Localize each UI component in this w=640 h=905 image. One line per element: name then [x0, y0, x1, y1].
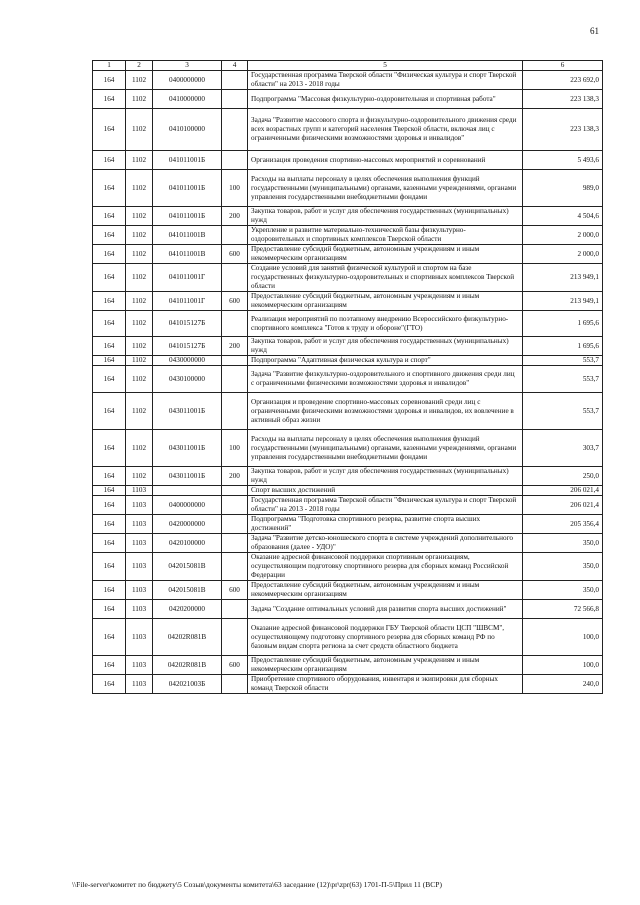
cell-c6: 206 021,4	[523, 496, 603, 515]
cell-c5: Организация и проведение спортивно-массовых соревнований среди лиц с ограниченными физическими возможностями здоровья и инвалидов, их вовлечение в активный образ жизни	[248, 393, 523, 430]
table-row	[93, 366, 603, 393]
cell-c6: 100,0	[523, 619, 603, 656]
cell-c2: 1102	[126, 292, 153, 311]
cell-c4	[222, 109, 248, 151]
cell-c1: 164	[93, 245, 126, 264]
header-col-1: 1	[93, 61, 126, 71]
table-body	[93, 71, 603, 694]
cell-c2: 1103	[126, 496, 153, 515]
cell-c1: 164	[93, 337, 126, 356]
cell-c3: 04202R081В	[153, 656, 222, 675]
cell-c3: 041015127Б	[153, 311, 222, 337]
cell-c5: Подпрограмма "Массовая физкультурно-оздоровительная и спортивная работа"	[248, 90, 523, 109]
cell-c3: 0420200000	[153, 600, 222, 619]
cell-c4	[222, 311, 248, 337]
cell-c1: 164	[93, 534, 126, 553]
cell-c2: 1102	[126, 311, 153, 337]
cell-c1: 164	[93, 292, 126, 311]
cell-c1: 164	[93, 264, 126, 292]
table-row	[93, 553, 603, 581]
cell-c4	[222, 675, 248, 694]
cell-c5: Задача "Создание оптимальных условий для развития спорта высших достижений"	[248, 600, 523, 619]
table-row	[93, 356, 603, 366]
cell-c5: Задача "Развитие детско-юношеского спорта в системе учреждений дополнительного образования (далее - УДО)"	[248, 534, 523, 553]
cell-c5: Задача "Развитие физкультурно-оздоровительного и спортивного движения среди лиц с ограниченными физическими возможностями здоровья и инвалидов"	[248, 366, 523, 393]
table-row	[93, 226, 603, 245]
cell-c1: 164	[93, 675, 126, 694]
table-row	[93, 151, 603, 170]
table-row	[93, 90, 603, 109]
cell-c3: 0420100000	[153, 534, 222, 553]
cell-c4	[222, 515, 248, 534]
cell-c3: 041011001В	[153, 226, 222, 245]
table-row	[93, 264, 603, 292]
cell-c3: 041011001Г	[153, 292, 222, 311]
cell-c6: 2 000,0	[523, 226, 603, 245]
cell-c2: 1103	[126, 553, 153, 581]
cell-c1: 164	[93, 393, 126, 430]
cell-c4	[222, 600, 248, 619]
cell-c2: 1102	[126, 467, 153, 486]
cell-c2: 1103	[126, 534, 153, 553]
cell-c2: 1103	[126, 619, 153, 656]
cell-c1: 164	[93, 600, 126, 619]
table-row	[93, 170, 603, 207]
cell-c6: 206 021,4	[523, 486, 603, 496]
cell-c2: 1102	[126, 226, 153, 245]
cell-c1: 164	[93, 71, 126, 90]
cell-c4	[222, 366, 248, 393]
cell-c2: 1102	[126, 337, 153, 356]
cell-c6: 553,7	[523, 366, 603, 393]
cell-c2: 1102	[126, 366, 153, 393]
cell-c1: 164	[93, 109, 126, 151]
cell-c6: 213 949,1	[523, 292, 603, 311]
table-row	[93, 656, 603, 675]
cell-c2: 1103	[126, 486, 153, 496]
cell-c4	[222, 496, 248, 515]
budget-table	[92, 60, 603, 694]
cell-c4	[222, 486, 248, 496]
cell-c6: 223 692,0	[523, 71, 603, 90]
cell-c1: 164	[93, 170, 126, 207]
cell-c2: 1102	[126, 207, 153, 226]
cell-c2: 1103	[126, 656, 153, 675]
cell-c5: Закупка товаров, работ и услуг для обеспечения государственных (муниципальных) нужд	[248, 467, 523, 486]
cell-c1: 164	[93, 226, 126, 245]
table-row	[93, 581, 603, 600]
table-row	[93, 675, 603, 694]
cell-c3: 041011001Б	[153, 170, 222, 207]
cell-c3	[153, 486, 222, 496]
cell-c1: 164	[93, 356, 126, 366]
cell-c2: 1103	[126, 600, 153, 619]
cell-c6: 350,0	[523, 581, 603, 600]
cell-c6: 5 493,6	[523, 151, 603, 170]
cell-c5: Оказание адресной финансовой поддержки ГБУ Тверской области ЦСП "ШВСМ", осуществляющему подготовку спортивного резерва для сборных команд РФ по базовым видам спорта региона за счет средств областного бюджета	[248, 619, 523, 656]
cell-c5: Задача "Развитие массового спорта и физкультурно-оздоровительного движения среди всех возрастных групп и категорий населения Тверской области, включая лиц с ограниченными физическими возможностями здоровья и инвалидов"	[248, 109, 523, 151]
file-path-footer: \\File-server\комитет по бюджету\5 Созыв\документы комитета\63 заседание (12)\pr\zpr(63) 1701-П-5\Прил 11 (ВСР)	[72, 880, 442, 889]
cell-c2: 1103	[126, 581, 153, 600]
cell-c3: 0430100000	[153, 366, 222, 393]
cell-c1: 164	[93, 90, 126, 109]
cell-c6: 553,7	[523, 356, 603, 366]
cell-c1: 164	[93, 151, 126, 170]
cell-c3: 041011001В	[153, 245, 222, 264]
cell-c3: 043011001Б	[153, 430, 222, 467]
cell-c3: 0410000000	[153, 90, 222, 109]
cell-c3: 04202R081В	[153, 619, 222, 656]
cell-c6: 250,0	[523, 467, 603, 486]
cell-c5: Подпрограмма "Адаптивная физическая культура и спорт"	[248, 356, 523, 366]
cell-c1: 164	[93, 486, 126, 496]
cell-c5: Организация проведения спортивно-массовых мероприятий и соревнований	[248, 151, 523, 170]
cell-c1: 164	[93, 656, 126, 675]
cell-c5: Предоставление субсидий бюджетным, автономным учреждениям и иным некоммерческим организациям	[248, 292, 523, 311]
cell-c3: 041011001Б	[153, 151, 222, 170]
cell-c6: 989,0	[523, 170, 603, 207]
cell-c6: 100,0	[523, 656, 603, 675]
cell-c5: Приобретение спортивного оборудования, инвентаря и экипировки для сборных команд Тверской области	[248, 675, 523, 694]
cell-c3: 043011001Б	[153, 467, 222, 486]
cell-c1: 164	[93, 311, 126, 337]
cell-c4: 600	[222, 581, 248, 600]
table-row	[93, 311, 603, 337]
cell-c3: 042021003Б	[153, 675, 222, 694]
cell-c6: 1 695,6	[523, 311, 603, 337]
cell-c4	[222, 71, 248, 90]
cell-c4: 100	[222, 430, 248, 467]
cell-c1: 164	[93, 366, 126, 393]
cell-c4	[222, 264, 248, 292]
cell-c5: Предоставление субсидий бюджетным, автономным учреждениям и иным некоммерческим организациям	[248, 656, 523, 675]
cell-c6: 223 138,3	[523, 90, 603, 109]
cell-c5: Расходы на выплаты персоналу в целях обеспечения выполнения функций государственными (муниципальными) органами, казенными учреждениями, органами управления государственными внебюджетными фондами	[248, 170, 523, 207]
cell-c2: 1102	[126, 264, 153, 292]
cell-c2: 1103	[126, 515, 153, 534]
cell-c3: 0430000000	[153, 356, 222, 366]
cell-c3: 0420000000	[153, 515, 222, 534]
cell-c3: 043011001Б	[153, 393, 222, 430]
cell-c3: 041015127Б	[153, 337, 222, 356]
header-col-5: 5	[248, 61, 523, 71]
cell-c6: 213 949,1	[523, 264, 603, 292]
cell-c5: Укрепление и развитие материально-технической базы физкультурно-оздоровительных и спортивных комплексов Тверской области	[248, 226, 523, 245]
cell-c3: 0410100000	[153, 109, 222, 151]
cell-c5: Создание условий для занятий физической культурой и спортом на базе государственных физкультурно-оздоровительных и спортивных комплексов Тверской области	[248, 264, 523, 292]
cell-c2: 1102	[126, 356, 153, 366]
cell-c1: 164	[93, 430, 126, 467]
cell-c3: 041011001Б	[153, 207, 222, 226]
cell-c4: 600	[222, 292, 248, 311]
table-row	[93, 600, 603, 619]
cell-c4	[222, 534, 248, 553]
table-row	[93, 467, 603, 486]
cell-c5: Реализация мероприятий по поэтапному внедрению Всероссийского физкультурно-спортивного комплекса "Готов к труду и обороне"(ГТО)	[248, 311, 523, 337]
cell-c2: 1102	[126, 245, 153, 264]
cell-c2: 1102	[126, 109, 153, 151]
cell-c1: 164	[93, 515, 126, 534]
table-row	[93, 393, 603, 430]
table-row	[93, 534, 603, 553]
cell-c4	[222, 393, 248, 430]
cell-c1: 164	[93, 553, 126, 581]
cell-c6: 4 504,6	[523, 207, 603, 226]
cell-c5: Государственная программа Тверской области "Физическая культура и спорт Тверской области" на 2013 - 2018 годы	[248, 496, 523, 515]
cell-c2: 1102	[126, 170, 153, 207]
cell-c1: 164	[93, 467, 126, 486]
cell-c4: 100	[222, 170, 248, 207]
header-col-3: 3	[153, 61, 222, 71]
table-row	[93, 109, 603, 151]
cell-c6: 205 356,4	[523, 515, 603, 534]
cell-c4	[222, 619, 248, 656]
cell-c5: Закупка товаров, работ и услуг для обеспечения государственных (муниципальных) нужд	[248, 337, 523, 356]
cell-c6: 240,0	[523, 675, 603, 694]
cell-c6: 1 695,6	[523, 337, 603, 356]
cell-c5: Закупка товаров, работ и услуг для обеспечения государственных (муниципальных) нужд	[248, 207, 523, 226]
cell-c6: 303,7	[523, 430, 603, 467]
cell-c1: 164	[93, 496, 126, 515]
cell-c3: 0400000000	[153, 496, 222, 515]
cell-c3: 042015081В	[153, 581, 222, 600]
cell-c4: 600	[222, 245, 248, 264]
cell-c6: 553,7	[523, 393, 603, 430]
cell-c1: 164	[93, 207, 126, 226]
table-row	[93, 292, 603, 311]
table-row	[93, 515, 603, 534]
cell-c4	[222, 226, 248, 245]
cell-c6: 72 566,8	[523, 600, 603, 619]
cell-c5: Предоставление субсидий бюджетным, автономным учреждениям и иным некоммерческим организациям	[248, 245, 523, 264]
cell-c4	[222, 553, 248, 581]
table-row	[93, 430, 603, 467]
header-col-6: 6	[523, 61, 603, 71]
cell-c5: Оказание адресной финансовой поддержки спортивным организациям, осуществляющим подготовку спортивного резерва для сборных команд Российской Федерации	[248, 553, 523, 581]
page-number: 61	[590, 26, 599, 36]
cell-c4	[222, 90, 248, 109]
cell-c2: 1102	[126, 430, 153, 467]
cell-c3: 0400000000	[153, 71, 222, 90]
cell-c5: Государственная программа Тверской области "Физическая культура и спорт Тверской области" на 2013 - 2018 годы	[248, 71, 523, 90]
cell-c4	[222, 356, 248, 366]
cell-c5: Подпрограмма "Подготовка спортивного резерва, развитие спорта высших достижений"	[248, 515, 523, 534]
cell-c1: 164	[93, 581, 126, 600]
cell-c2: 1102	[126, 90, 153, 109]
cell-c2: 1102	[126, 151, 153, 170]
cell-c5: Предоставление субсидий бюджетным, автономным учреждениям и иным некоммерческим организациям	[248, 581, 523, 600]
cell-c5: Спорт высших достижений	[248, 486, 523, 496]
table-header-row	[93, 61, 603, 71]
cell-c5: Расходы на выплаты персоналу в целях обеспечения выполнения функций государственными (муниципальными) органами, казенными учреждениями, органами управления государственными внебюджетными фондами	[248, 430, 523, 467]
header-col-2: 2	[126, 61, 153, 71]
cell-c1: 164	[93, 619, 126, 656]
cell-c4: 200	[222, 467, 248, 486]
cell-c6: 350,0	[523, 534, 603, 553]
cell-c4	[222, 151, 248, 170]
table-row	[93, 337, 603, 356]
table-row	[93, 486, 603, 496]
table-row	[93, 245, 603, 264]
cell-c3: 042015081В	[153, 553, 222, 581]
cell-c6: 350,0	[523, 553, 603, 581]
header-col-4: 4	[222, 61, 248, 71]
cell-c2: 1102	[126, 71, 153, 90]
cell-c6: 223 138,3	[523, 109, 603, 151]
cell-c6: 2 000,0	[523, 245, 603, 264]
cell-c2: 1102	[126, 393, 153, 430]
table-row	[93, 207, 603, 226]
table-row	[93, 71, 603, 90]
cell-c4: 200	[222, 207, 248, 226]
table-row	[93, 496, 603, 515]
cell-c4: 200	[222, 337, 248, 356]
cell-c2: 1103	[126, 675, 153, 694]
cell-c3: 041011001Г	[153, 264, 222, 292]
table-row	[93, 619, 603, 656]
cell-c4: 600	[222, 656, 248, 675]
